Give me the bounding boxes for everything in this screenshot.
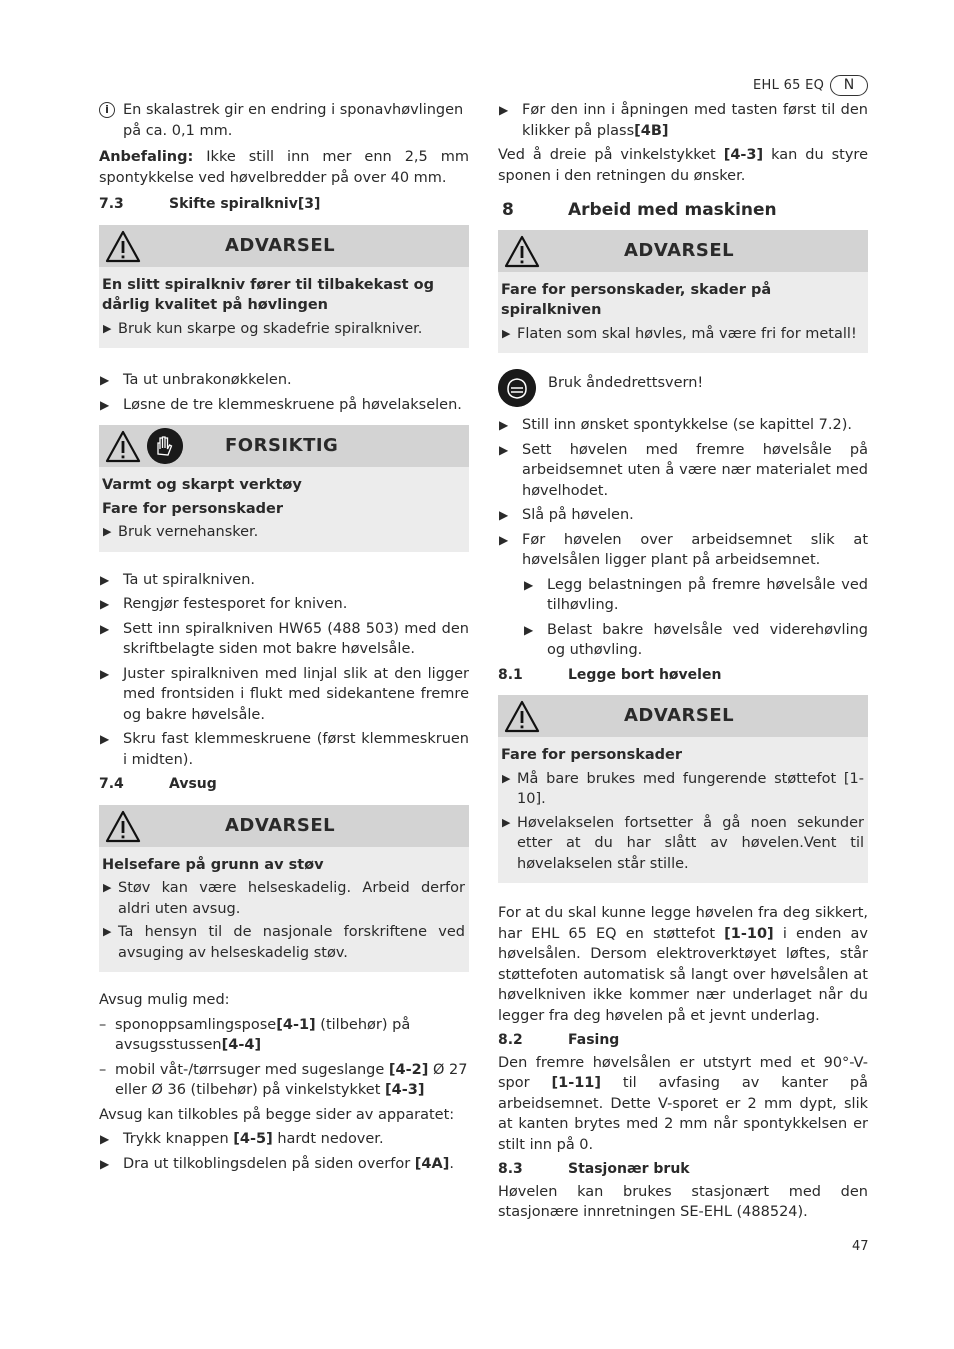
- arrow-icon: ▶: [103, 321, 112, 335]
- arrow-icon: ▶: [100, 597, 110, 611]
- warning-triangle-icon: [504, 235, 540, 269]
- arrow-icon: ▶: [100, 666, 110, 681]
- warning-item: ▶ Støv kan være helseskadelig. Arbeid derfor aldri uten avsug.: [103, 880, 465, 917]
- respirator-note: Bruk åndedrettsvern!: [498, 373, 868, 415]
- laying-down-text: For at du skal kunne legge høvelen fra deg sikkert, har EHL 65 EQ en støttefot [1-10] i enden av høvelsålen. Dersom elektroverktøyet løftes, står støttefoten automatisk så langt over høvelsålen at høvelkniven ikke kommer nær underlaget når du legger fra deg høvelen på et jevnt underlag.: [498, 905, 868, 1024]
- info-icon: i: [99, 102, 115, 118]
- recommendation: Anbefaling: Ikke still inn mer enn 2,5 mm spontykkelse ved høvelbredder på over 40 mm.: [99, 149, 469, 186]
- warning-box-storage: [498, 695, 868, 883]
- warning-box-spiral: [99, 225, 469, 349]
- info-note: i En skalastrek gir en endring i sponavhøvlingen på ca. 0,1 mm.: [99, 100, 469, 141]
- step-item: ▶ Trykk knappen [4-5] hardt nedover.: [99, 1129, 469, 1150]
- warning-title: ADVARSEL: [225, 234, 336, 256]
- step-item: ▶ Sett høvelen med fremre høvelsåle på arbeidsemnet uten å være nær materialet med høvelhodet.: [499, 441, 868, 499]
- warning-triangle-icon: [105, 810, 141, 844]
- step-item: ▶ Før den inn i åpningen med tasten først til den klikker på plass[4B]: [499, 102, 868, 139]
- caution-lead-2: Fare for personskader: [102, 500, 284, 517]
- arrow-icon: ▶: [100, 621, 110, 636]
- avsug-sides: Avsug kan tilkobles på begge sider av apparatet:: [99, 1106, 455, 1123]
- step-item: ▶ Før høvelen over arbeidsemnet slik at høvelsålen ligger plant på arbeidsemnet.: [499, 531, 868, 568]
- arrow-icon: ▶: [499, 532, 509, 547]
- section-8-1-heading: 8.1 Legge bort høvelen: [498, 666, 722, 683]
- sub-step-item: ▶ Belast bakre høvelsåle ved viderehøvling og uthøvling.: [524, 621, 868, 658]
- section-8-3-heading: 8.3 Stasjonær bruk: [498, 1161, 690, 1177]
- dash-item: – sponoppsamlingspose[4-1] (tilbehør) på avsugsstussen[4-4]: [99, 1016, 411, 1053]
- warning-item: ▶ Bruk kun skarpe og skadefrie spiralkniver.: [102, 319, 465, 340]
- warning-title: ADVARSEL: [624, 239, 735, 261]
- language-badge: N: [830, 75, 868, 96]
- warning-item: ▶ Må bare brukes med fungerende støttefot [1-10].: [502, 770, 864, 807]
- arrow-icon: ▶: [502, 771, 511, 785]
- warning-title: ADVARSEL: [225, 814, 336, 836]
- arrow-icon: ▶: [100, 572, 110, 587]
- arrow-icon: ▶: [103, 925, 112, 938]
- arrow-icon: ▶: [103, 525, 112, 538]
- arrow-icon: ▶: [100, 1156, 110, 1171]
- sub-step-item: ▶ Legg belastningen på fremre høvelsåle ved tilhøvling.: [524, 576, 868, 613]
- section-8-heading: 8 Arbeid med maskinen: [502, 200, 777, 220]
- caution-box: [99, 425, 469, 552]
- step-item: ▶ Rengjør festesporet for kniven.: [99, 594, 469, 615]
- warning-title: ADVARSEL: [624, 705, 735, 726]
- section-7-3-heading: 7.3 Skifte spiralkniv[3]: [99, 196, 321, 212]
- step-item: ▶ Still inn ønsket spontykkelse (se kapittel 7.2).: [498, 415, 868, 436]
- caution-title: FORSIKTIG: [225, 435, 339, 456]
- arrow-icon: ▶: [502, 815, 511, 829]
- right-column: [498, 100, 868, 1227]
- step-item: ▶ Slå på høvelen.: [498, 505, 868, 526]
- arrow-icon: ▶: [499, 103, 509, 117]
- stationary-text: Høvelen kan brukes stasjonært med den stasjonære innretningen SE-EHL (488524).: [498, 1183, 868, 1220]
- chamfer-text: Den fremre høvelsålen er utstyrt med et 90°-V-spor [1-11] til avfasing av kanter på arbeidsemnet. Dette V-sporet er 2 mm dypt, slik at kanten brytes med 2 mm når spontykkelsen er stilt inn på 0.: [498, 1054, 868, 1153]
- arrow-icon: ▶: [100, 1132, 110, 1146]
- warning-item: ▶ Høvelakselen fortsetter å gå noen sekunder etter at du har slått av høvelen.Vent til høvelakselen står stille.: [502, 814, 864, 872]
- step-item: ▶ Ta ut spiralkniven.: [99, 570, 469, 591]
- arrow-icon: ▶: [499, 442, 509, 457]
- warning-lead: Helsefare på grunn av støv: [102, 856, 324, 873]
- dash-item: – mobil våt-/tørrsuger med sugeslange [4-2] Ø 27 eller Ø 36 (tilbehør) på vinkelstykket [4-3]: [99, 1061, 468, 1098]
- warning-triangle-icon: [105, 230, 141, 264]
- warning-lead: Fare for personskader: [501, 747, 683, 763]
- arrow-icon: ▶: [499, 418, 509, 432]
- turn-text: Ved å dreie på vinkelstykket [4-3] kan du styre sponen i den retningen du ønsker.: [498, 147, 868, 184]
- left-column: [99, 100, 469, 1178]
- respirator-icon: [498, 369, 536, 407]
- warning-triangle-icon: [504, 700, 540, 734]
- step-item: ▶ Ta ut unbrakonøkkelen.: [99, 370, 469, 391]
- step-item: ▶ Sett inn spiralkniven HW65 (488 503) med den skriftbelagte siden mot bakre høvelsåle.: [100, 620, 469, 657]
- gloves-icon: [147, 428, 183, 464]
- warning-lead: En slitt spiralkniv fører til tilbakekast og dårlig kvalitet på høvlingen: [102, 276, 434, 313]
- step-item: ▶ Løsne de tre klemmeskruene på høvelakselen.: [99, 395, 469, 416]
- arrow-icon: ▶: [100, 397, 110, 412]
- step-item: ▶ Dra ut tilkoblingsdelen på siden overfor [4A].: [99, 1154, 469, 1175]
- arrow-icon: ▶: [502, 326, 511, 340]
- warning-triangle-icon: [105, 430, 141, 464]
- arrow-icon: ▶: [524, 577, 534, 592]
- arrow-icon: ▶: [100, 732, 110, 746]
- page-number: 47: [852, 1239, 869, 1254]
- section-7-4-heading: 7.4 Avsug: [99, 776, 217, 792]
- step-item: ▶ Juster spiralkniven med linjal slik at den ligger med frontsiden i flukt med sidekantene fremre og bakre høvelsåle.: [100, 665, 469, 723]
- step-item: ▶ Skru fast klemmeskruene (først klemmeskruen i midten).: [100, 731, 469, 768]
- model-label: EHL 65 EQ: [753, 78, 825, 93]
- warning-box-metal: [498, 230, 868, 354]
- warning-item: ▶ Ta hensyn til de nasjonale forskriftene ved avsuging av helseskadelig støv.: [103, 924, 465, 961]
- arrow-icon: ▶: [499, 508, 509, 522]
- avsug-intro: Avsug mulig med:: [99, 992, 230, 1008]
- warning-box-dust: [99, 805, 469, 973]
- warning-lead: Fare for personskader, skader på spiralkniven: [501, 281, 772, 318]
- warning-item: ▶ Flaten som skal høvles, må være fri for metall!: [501, 324, 864, 345]
- caution-item: ▶ Bruk vernehansker.: [102, 522, 465, 543]
- arrow-icon: ▶: [103, 881, 112, 894]
- arrow-icon: ▶: [100, 373, 110, 387]
- section-8-2-heading: 8.2 Fasing: [498, 1032, 620, 1048]
- arrow-icon: ▶: [524, 622, 534, 637]
- caution-lead-1: Varmt og skarpt verktøy: [102, 477, 302, 493]
